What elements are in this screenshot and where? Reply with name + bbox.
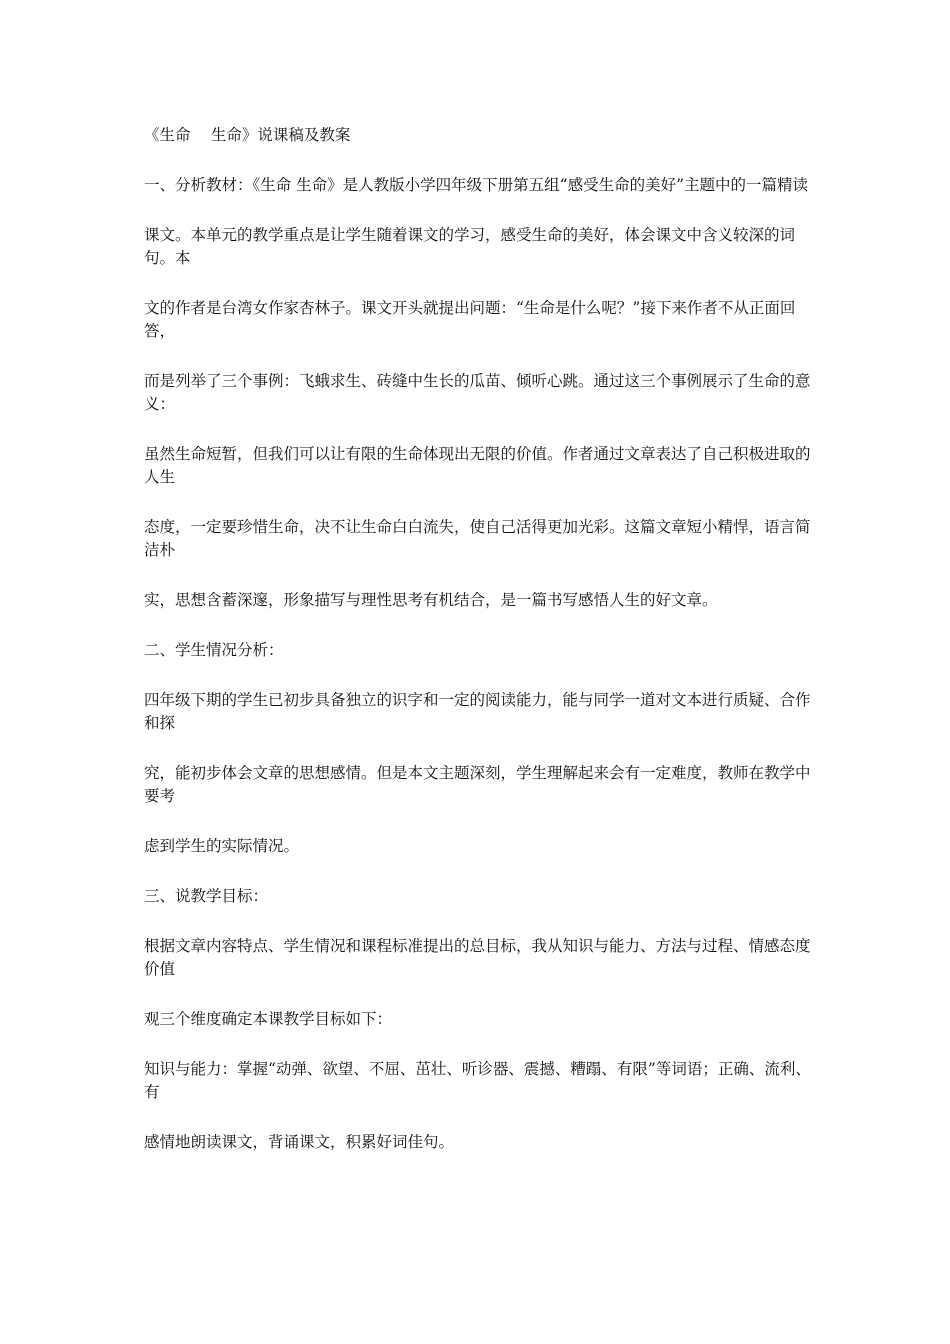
paragraph: 文的作者是台湾女作家杏林子。课文开头就提出问题：“生命是什么呢？”接下来作者不从正面回答，: [144, 299, 796, 340]
paragraph: 观三个维度确定本课教学目标如下：: [144, 1010, 393, 1028]
paragraph: 四年级下期的学生已初步具备独立的识字和一定的阅读能力，能与同学一道对文本进行质疑、合作和探: [144, 691, 811, 732]
paragraph: 究，能初步体会文章的思想感情。但是本文主题深刻，学生理解起来会有一定难度，教师在教学中要考: [144, 764, 811, 805]
paragraph: 实，思想含蓄深邃，形象描写与理性思考有机结合，是一篇书写感悟人生的好文章。: [144, 591, 718, 609]
paragraph: 课文。本单元的教学重点是让学生随着课文的学习，感受生命的美好，体会课文中含义较深的词句。本: [144, 226, 796, 267]
paragraph: 虽然生命短暂，但我们可以让有限的生命体现出无限的价值。作者通过文章表达了自己积极进取的人生: [144, 445, 811, 486]
paragraph: 感情地朗读课文，背诵课文，积累好词佳句。: [144, 1133, 455, 1151]
section-heading: 二、学生情况分析：: [144, 641, 284, 659]
document-title: 《生命 生命》说课稿及教案: [144, 126, 351, 144]
paragraph: 态度，一定要珍惜生命，决不让生命白白流失，使自己活得更加光彩。这篇文章短小精悍，语言简洁朴: [144, 518, 811, 559]
document-body: [144, 124, 812, 1181]
section-heading: 三、说教学目标：: [144, 887, 269, 905]
paragraph: 一、分析教材：《生命 生命》是人教版小学四年级下册第五组“感受生命的美好”主题中的一篇精读: [144, 176, 809, 194]
paragraph: 知识与能力：掌握“动弹、欲望、不屈、茁壮、听诊器、震撼、糟蹋、有限”等词语；正确、流利、有: [144, 1060, 811, 1101]
paragraph: 根据文章内容特点、学生情况和课程标准提出的总目标，我从知识与能力、方法与过程、情感态度价值: [144, 937, 811, 978]
paragraph: 虑到学生的实际情况。: [144, 837, 300, 855]
paragraph: 而是列举了三个事例：飞蛾求生、砖缝中生长的瓜苗、倾听心跳。通过这三个事例展示了生命的意义：: [144, 372, 811, 413]
